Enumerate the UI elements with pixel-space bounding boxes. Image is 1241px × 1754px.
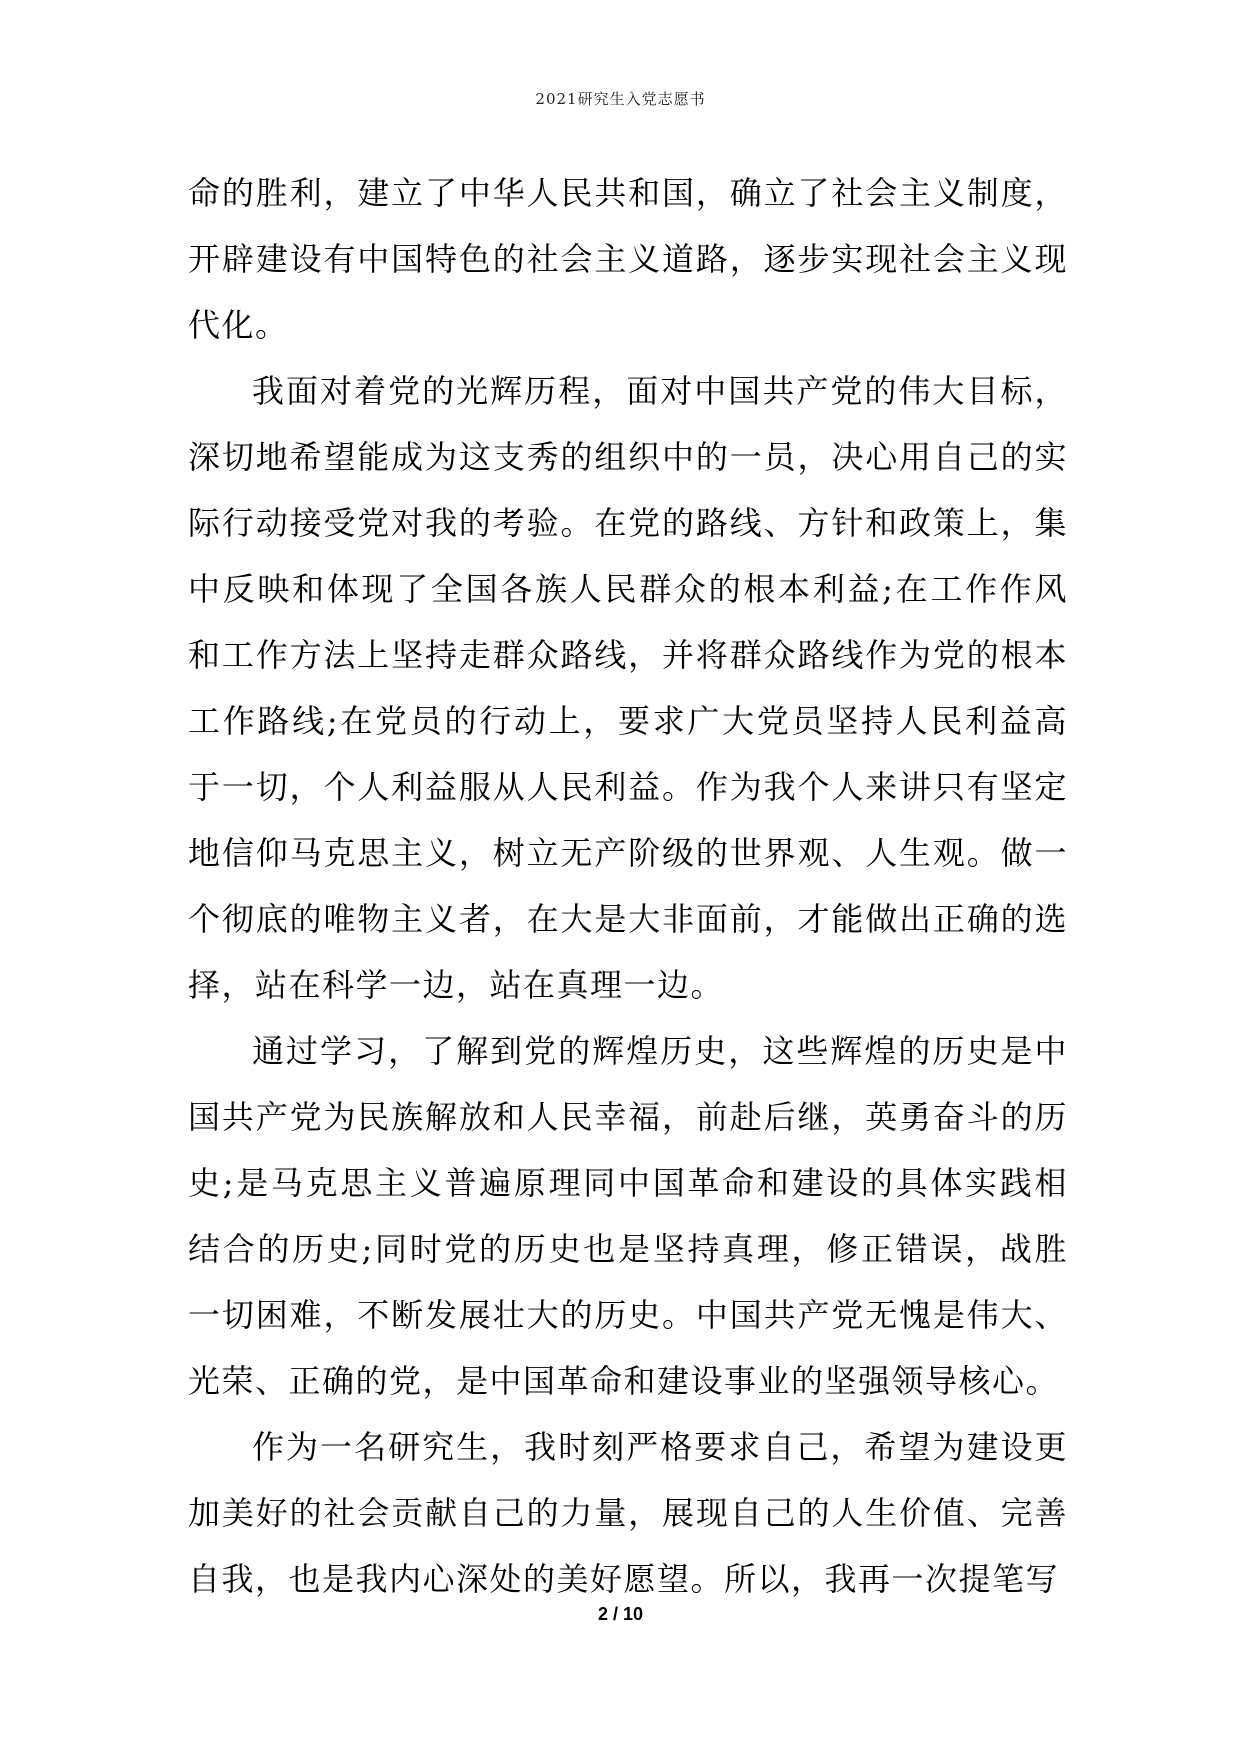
document-body — [188, 160, 1068, 1612]
paragraph-4: 作为一名研究生，我时刻严格要求自己，希望为建设更加美好的社会贡献自己的力量，展现自己的人生价值、完善自我，也是我内心深处的美好愿望。所以，我再一次提笔写 — [188, 1428, 1068, 1598]
paragraph-2: 我面对着党的光辉历程，面对中国共产党的伟大目标，深切地希望能成为这支秀的组织中的一员，决心用自己的实际行动接受党对我的考验。在党的路线、方针和政策上，集中反映和体现了全国各族人民群众的根本利益;在工作作风和工作方法上坚持走群众路线，并将群众路线作为党的根本工作路线;在党员的行动上，要求广大党员坚持人民利益高于一切，个人利益服从人民利益。作为我个人来讲只有坚定地信仰马克思主义，树立无产阶级的世界观、人生观。做一个彻底的唯物主义者，在大是大非面前，才能做出正确的选择，站在科学一边，站在真理一边。 — [188, 372, 1068, 1004]
page-number: 2 / 10 — [597, 1604, 644, 1624]
page-header: 2021研究生入党志愿书 — [535, 90, 706, 108]
paragraph-1: 命的胜利，建立了中华人民共和国，确立了社会主义制度，开辟建设有中国特色的社会主义道路，逐步实现社会主义现代化。 — [188, 174, 1068, 344]
paragraph-3: 通过学习，了解到党的辉煌历史，这些辉煌的历史是中国共产党为民族解放和人民幸福，前赴后继，英勇奋斗的历史;是马克思主义普遍原理同中国革命和建设的具体实践相结合的历史;同时党的历史也是坚持真理，修正错误，战胜一切困难，不断发展壮大的历史。中国共产党无愧是伟大、光荣、正确的党，是中国革命和建设事业的坚强领导核心。 — [188, 1032, 1068, 1400]
